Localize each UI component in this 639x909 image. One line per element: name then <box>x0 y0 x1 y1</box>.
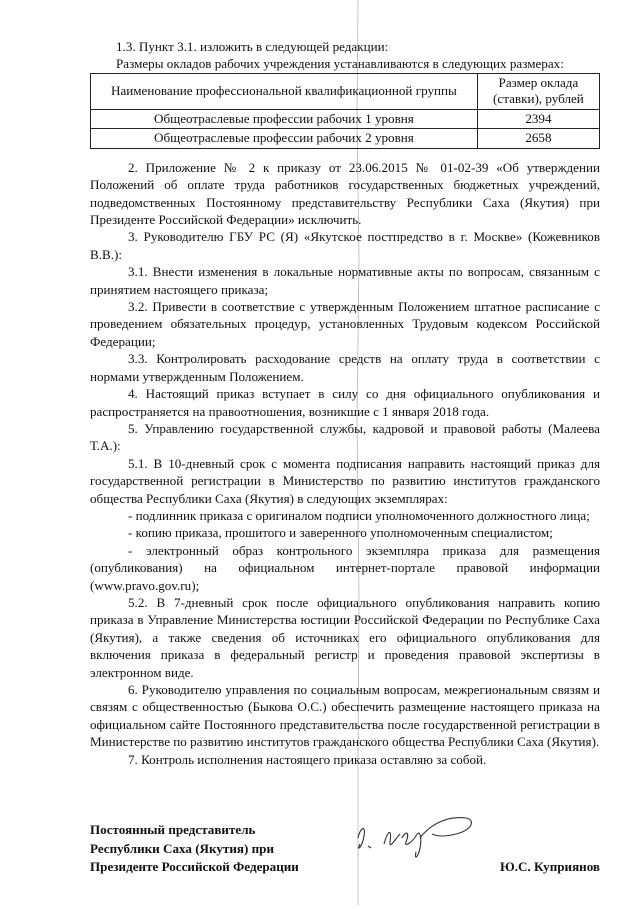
clause-5-2: 5.2. В 7-дневный срок после официального опубликования направить копию приказа в Управление Министерства юстиции Российской Федерации по Республике Саха (Якутия), а также сведения об источниках его официального опубликования для включения приказа в федеральный регистр и проведения правовой экспертизы в электронном виде. <box>90 594 600 680</box>
salary-table <box>90 73 600 149</box>
signatory-position <box>90 821 350 877</box>
clause-3-1: 3.1. Внести изменения в локальные нормативные акты по вопросам, связанным с принятием настоящего приказа; <box>90 264 600 297</box>
clause-2: 2. Приложение № 2 к приказу от 23.06.2015 № 01-02-39 «Об утверждении Положений об оплате труда работников государственных бюджетных учреждений, подведомственных Постоянному представительству Республики Саха (Якутия) при Президенте Российской Федерации» исключить. <box>90 159 600 228</box>
signatory-position-line: Постоянный представитель <box>90 822 256 837</box>
clause-3-2: 3.2. Привести в соответствие с утвержденным Положением штатное расписание с проведением обязательных процедур, установленных Трудовым кодексом Российской Федерации; <box>90 299 600 349</box>
table-header-row <box>91 73 600 109</box>
signatory-name: Ю.С. Куприянов <box>499 859 600 874</box>
table-header: Размер оклада (ставки), рублей <box>477 73 599 109</box>
table-cell: 2394 <box>477 109 599 129</box>
clause-6: 6. Руководителю управления по социальным вопросам, межрегиональным связям и связям с общественностью (Быкова О.С.) обеспечить размещение настоящего приказа на официальном сайте Постоянного представительства после государственной регистрации в Министерстве по развитию институтов гражданского общества Республики Саха (Якутия). <box>90 682 600 750</box>
clause-5-1: 5.1. В 10-дневный срок с момента подписания направить настоящий приказ для государственной регистрации в Министерство по развитию институтов гражданского общества Республики Саха (Якутия) в следующих экземплярах: <box>90 455 600 506</box>
clause-3-3: 3.3. Контролировать расходование средств на оплату труда в соответствии с нормами утвержденным Положением. <box>90 351 600 384</box>
table-row <box>91 129 600 149</box>
table-row <box>91 109 600 129</box>
clause-4: 4. Настоящий приказ вступает в силу со дня официального опубликования и распространяется на правоотношения, возникшие с 1 января 2018 года. <box>90 386 600 419</box>
table-cell: 2658 <box>477 129 599 149</box>
clause-1-3-text: Размеры окладов рабочих учреждения устанавливаются в следующих размерах: <box>116 56 564 72</box>
table-header: Наименование профессиональной квалификационной группы <box>91 73 478 109</box>
clause-5: 5. Управлению государственной службы, кадровой и правовой работы (Малеева Т.А.): <box>90 420 600 454</box>
clause-5-1-item-copy: - копию приказа, прошитого и заверенного уполномоченным специалистом; <box>128 525 553 541</box>
signatory-position-line: Президенте Российской Федерации <box>90 859 299 874</box>
document-body <box>90 38 600 768</box>
clause-3: 3. Руководителю ГБУ РС (Я) «Якутское постпредство в г. Москве» (Кожевников В.В.): <box>90 229 600 262</box>
clause-5-1-item-original: - подлинник приказа с оригиналом подписи уполномоченного должностного лица; <box>128 507 590 523</box>
table-cell: Общеотраслевые профессии рабочих 1 уровня <box>91 109 478 129</box>
signature-block <box>90 817 600 877</box>
signatory-position-line: Республики Саха (Якутия) при <box>90 840 274 856</box>
clause-5-1-item-electronic: - электронный образ контрольного экземпляра приказа для размещения (опубликования) на официальном интернет-портале правовой информации (www.pravo.gov.ru); <box>90 542 600 593</box>
clause-7: 7. Контроль исполнения настоящего приказа оставляю за собой. <box>128 751 487 767</box>
clause-1-3-title: 1.3. Пункт 3.1. изложить в следующей редакции: <box>116 39 389 54</box>
table-cell: Общеотраслевые профессии рабочих 2 уровня <box>91 129 478 149</box>
